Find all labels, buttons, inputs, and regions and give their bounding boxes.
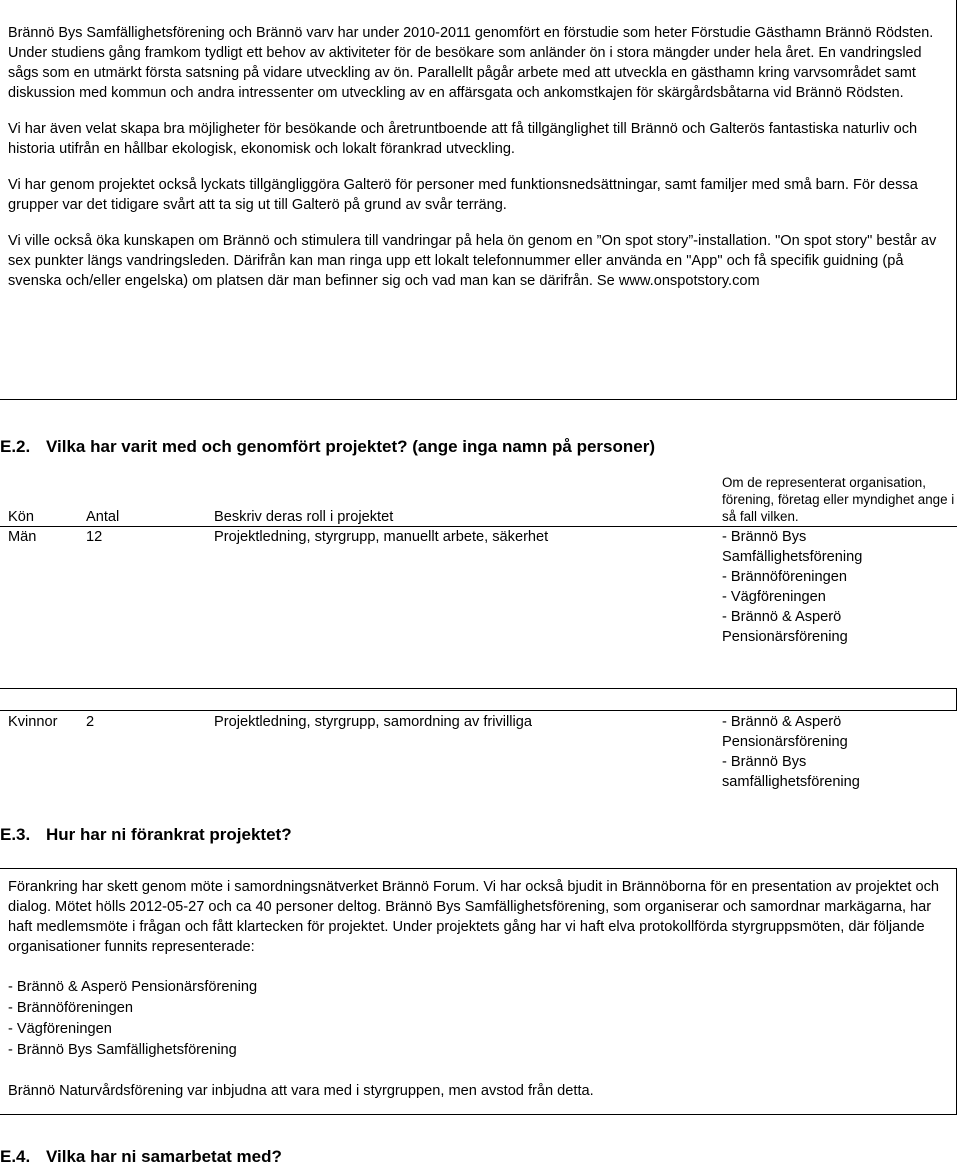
row-man-org-line: - Brännö & Asperö xyxy=(722,609,842,625)
row-1-bottom-rule xyxy=(0,688,957,689)
row-man-org-line: - Vägföreningen xyxy=(722,589,826,605)
intro-paragraph-1: Brännö Bys Samfällighetsförening och Brännö varv har under 2010-2011 genomfört en förstudie som heter Förstudie Gästhamn Brännö Rödsten. Under studiens gång framkom tydligt ett behov av aktiviteter för de besökare som anländer ön i stora mängder under hela året. En vandringsled sågs som en utmärkt första satsning på vidare utveckling av ön. Parallellt pågår arbete med att utveckla en gästhamn kring varvsområdet samt diskussion med kommun och andra intressenter om utveckling av en affärsgata och ankomstkajen för skärgårdsbåtarna vid Brännö Rödsten. xyxy=(8,25,934,101)
e3-organisation-item: - Brännöföreningen xyxy=(8,1000,133,1016)
section-e2-heading xyxy=(0,437,655,457)
row-man-roll: Projektledning, styrgrupp, manuellt arbete, säkerhet xyxy=(214,529,549,545)
e3-paragraph-2: Brännö Naturvårdsförening var inbjudna att vara med i styrgruppen, men avstod från detta. xyxy=(8,1083,594,1099)
row-kvinnor-roll: Projektledning, styrgrupp, samordning av frivilliga xyxy=(214,714,532,730)
intro-paragraph-2: Vi har även velat skapa bra möjligheter för besökande och åretruntboende att få tillgänglighet till Brännö och Galterös fantastiska naturliv och historia utifrån en hållbar ekologisk, ekonomisk och lokalt förankrad utveckling. xyxy=(8,121,918,157)
row-kvinnor-org-line: Pensionärsförening xyxy=(722,734,848,750)
row-man-kon: Män xyxy=(8,529,37,545)
row-man-org-line: Pensionärsförening xyxy=(722,629,848,645)
section-e4-number: E.4. xyxy=(0,1147,31,1166)
intro-answer-box xyxy=(0,0,957,400)
e3-paragraph-1: Förankring har skett genom möte i samordningsnätverket Brännö Forum. Vi har också bjudit in Brännöborna för en presentation av projektet och dialog. Mötet hölls 2012-05-27 och ca 40 personer deltog. Brännö Bys Samfällighetsförening, som organiserar och samordnar markägarna, har haft medlemsmöte i frågan och fått klartecken för projektet. Under projektets gång har vi haft elva protokollförda styrgruppsmöten, där följande organisationer funnits representerade: xyxy=(8,879,939,955)
row-gap-right-rule xyxy=(956,688,957,711)
row-kvinnor-antal: 2 xyxy=(86,714,95,730)
row-man-org-line: Samfällighetsförening xyxy=(722,549,863,565)
row-man-org-line: - Brännö Bys xyxy=(722,529,807,545)
section-e3-title: Hur har ni förankrat projektet? xyxy=(46,825,292,844)
section-e4-heading xyxy=(0,1147,282,1167)
e3-organisation-list xyxy=(8,977,946,1061)
intro-paragraph-4: Vi ville också öka kunskapen om Brännö och stimulera till vandringar på hela ön genom en ”On spot story”-installation. "On spot story" består av sex punkter längs vandringsleden. Därifrån kan man ringa upp ett lokalt telefonnummer eller använda en "App" och få specifik guidning (på svenska och/eller engelska) om platsen där man befinner sig och vad man kan se därifrån. Se www.onspotstory.com xyxy=(8,233,937,289)
e3-answer-box xyxy=(0,868,957,1115)
row-kvinnor-org-line: - Brännö & Asperö xyxy=(722,714,842,730)
row-kvinnor-org-line: samfällighetsförening xyxy=(722,774,860,790)
row-2-top-rule xyxy=(0,710,957,711)
row-kvinnor-org-list xyxy=(722,712,860,792)
col-header-antal: Antal xyxy=(86,509,120,525)
section-e3-heading xyxy=(0,825,292,845)
row-kvinnor-kon: Kvinnor xyxy=(8,714,58,730)
intro-paragraph-3: Vi har genom projektet också lyckats tillgängliggöra Galterö för personer med funktionsnedsättningar, samt familjer med små barn. För dessa grupper var det tidigare svårt att ta sig ut till Galterö på grund av svår terräng. xyxy=(8,177,918,213)
e3-organisation-item: - Vägföreningen xyxy=(8,1021,112,1037)
row-kvinnor-org-line: - Brännö Bys xyxy=(722,754,807,770)
col-header-roll: Beskriv deras roll i projektet xyxy=(214,509,394,525)
row-man-antal: 12 xyxy=(86,529,103,545)
col-header-kon: Kön xyxy=(8,509,34,525)
e3-organisation-item: - Brännö Bys Samfällighetsförening xyxy=(8,1042,237,1058)
section-e4-title: Vilka har ni samarbetat med? xyxy=(46,1147,282,1166)
row-man-org-list xyxy=(722,527,862,647)
section-e2-title: Vilka har varit med och genomfört projektet? (ange inga namn på personer) xyxy=(46,437,655,456)
e3-organisation-item: - Brännö & Asperö Pensionärsförening xyxy=(8,979,258,995)
section-e3-number: E.3. xyxy=(0,825,31,844)
row-man-org-line: - Brännöföreningen xyxy=(722,569,847,585)
section-e2-number: E.2. xyxy=(0,437,31,456)
col-header-org: Om de representerat organisation, förening, företag eller myndighet ange i så fall vilken. xyxy=(722,475,955,524)
